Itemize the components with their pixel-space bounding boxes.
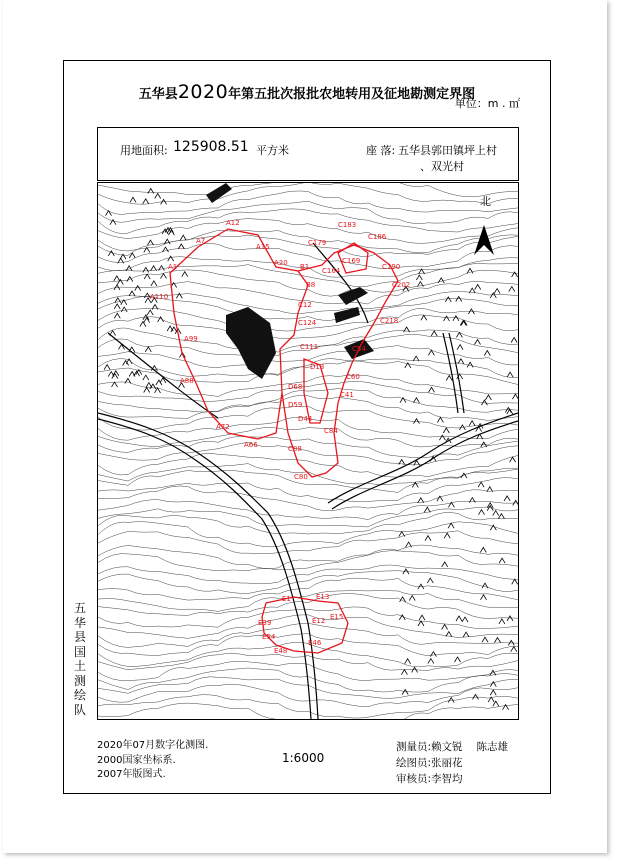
boundary-point-label: B8 <box>306 281 316 289</box>
slope-symbol <box>155 194 161 199</box>
slope-symbol <box>147 310 153 315</box>
slope-symbol <box>419 615 425 620</box>
area-unit: 平方米 <box>256 144 289 157</box>
area-value: 125908.51 <box>173 139 249 155</box>
boundary-point-label: E13 <box>316 593 330 601</box>
vegetation-symbols <box>104 189 518 710</box>
slope-symbol <box>482 637 488 642</box>
boundary-point-label: C183 <box>338 221 357 229</box>
slope-symbol <box>159 266 165 271</box>
side-label-char: 绘 <box>73 688 86 702</box>
boundary-point-label: C12 <box>298 301 312 309</box>
boundary-point-label: C218 <box>380 317 399 325</box>
slope-symbol <box>437 496 443 501</box>
slope-symbol <box>424 507 430 512</box>
boundary-point-label: A7 <box>196 237 206 245</box>
slope-symbol <box>453 316 459 321</box>
slope-symbol <box>511 647 517 652</box>
slope-symbol <box>399 532 405 537</box>
slope-symbol <box>495 638 501 643</box>
checker-row <box>396 771 508 787</box>
map-notes <box>97 739 208 783</box>
checker-label: 审核员: <box>396 773 432 785</box>
slope-symbol <box>130 197 136 202</box>
slope-symbol <box>143 199 149 204</box>
slope-symbol <box>106 211 112 216</box>
slope-symbol <box>444 533 450 538</box>
slope-symbol <box>144 318 150 323</box>
boundary-point-label: C164 <box>322 267 341 275</box>
boundary-point-labels <box>150 219 410 655</box>
boundary-point-label: C80 <box>294 473 308 481</box>
contour-line <box>98 209 518 234</box>
slope-symbol <box>493 511 499 516</box>
slope-symbol <box>504 496 510 501</box>
boundary-point-label: C60 <box>346 373 360 381</box>
slope-symbol <box>463 632 469 637</box>
note-coordinate-system: 2000国家坐标系. <box>97 754 176 766</box>
map-frame <box>63 60 551 794</box>
contour-line <box>98 591 518 612</box>
slope-symbol <box>104 365 110 370</box>
document-page <box>3 0 607 853</box>
slope-symbol <box>400 398 406 403</box>
boundary-point-label: A1 <box>168 263 178 271</box>
slope-symbol <box>112 382 118 387</box>
surveyor-row <box>396 739 508 755</box>
boundary-point-label: C202 <box>392 281 411 289</box>
slope-symbol <box>182 272 188 277</box>
note-map-style: 2007年版图式. <box>97 769 166 780</box>
map-canvas <box>98 183 518 719</box>
slope-symbol <box>480 547 486 552</box>
slope-symbol <box>117 280 123 285</box>
slope-symbol <box>457 345 463 350</box>
slope-symbol <box>462 617 468 622</box>
dark-hill-features <box>206 183 374 379</box>
boundary-point-label: C179 <box>308 239 327 247</box>
slope-symbol <box>499 558 505 563</box>
slope-symbol <box>429 387 435 392</box>
boundary-point-label: E54 <box>262 633 276 641</box>
boundary-point-label: A72 <box>216 423 230 431</box>
slope-symbol <box>499 619 505 624</box>
slope-symbol <box>443 428 449 433</box>
side-label-char: 五 <box>73 601 86 615</box>
slope-symbol <box>115 298 121 303</box>
title-suffix: 年第五批次报批农地转用及征地勘测定界图 <box>228 87 476 102</box>
contour-line <box>98 486 518 511</box>
boundary-point-label: B1 <box>300 263 310 271</box>
slope-symbol <box>143 375 149 380</box>
slope-symbol <box>114 313 120 318</box>
info-box <box>97 127 519 181</box>
slope-symbol <box>114 276 120 281</box>
boundary-point-label: A12 <box>226 219 240 227</box>
survey-map <box>97 182 519 720</box>
slope-symbol <box>161 274 167 279</box>
slope-symbol <box>129 291 135 296</box>
slope-symbol <box>418 621 424 626</box>
slope-symbol <box>180 235 186 240</box>
boundary-point-label: E46 <box>308 639 322 647</box>
slope-symbol <box>144 388 150 393</box>
boundary-point-label: E39 <box>258 619 272 627</box>
slope-symbol <box>145 347 151 352</box>
boundary-point-label: A88 <box>180 377 194 385</box>
north-arrow <box>474 195 494 255</box>
surveyor-label: 测量员: <box>396 741 432 753</box>
boundary-point-label: E1 <box>282 595 291 603</box>
slope-symbol <box>475 340 481 345</box>
boundary-point-label: E48 <box>274 647 288 655</box>
slope-symbol <box>427 578 433 583</box>
slope-symbol <box>140 322 146 327</box>
boundary-point-label: A15 <box>256 243 270 251</box>
slope-symbol <box>475 285 481 290</box>
north-label: 北 <box>480 195 491 208</box>
slope-symbol <box>428 659 434 664</box>
boundary-point-label: D44 <box>298 415 313 423</box>
slope-symbol <box>439 435 445 440</box>
contour-line <box>98 545 518 569</box>
staff-block <box>396 739 508 787</box>
boundary-point-label: D68 <box>288 383 303 391</box>
boundary-point-label: E12 <box>312 617 326 625</box>
boundary-point-label: C169 <box>342 257 361 265</box>
slope-symbol <box>437 417 443 422</box>
boundary-point-label: A99 <box>184 335 198 343</box>
note-survey-date: 2020年07月数字化测图. <box>97 740 209 751</box>
slope-symbol <box>402 690 408 695</box>
contour-line <box>98 703 518 719</box>
slope-symbol <box>406 542 412 547</box>
slope-symbol <box>444 316 450 321</box>
boundary-point-label: D13 <box>310 363 325 371</box>
slope-symbol <box>148 189 154 194</box>
contour-line <box>98 183 518 197</box>
slope-symbol <box>409 596 415 601</box>
title-year: 2020 <box>177 81 229 103</box>
slope-symbol <box>485 395 491 400</box>
slope-symbol <box>413 398 419 403</box>
side-label-char: 土 <box>73 659 86 673</box>
slope-symbol <box>136 370 142 375</box>
checker-name: 李智均 <box>431 773 463 785</box>
slope-symbol <box>129 347 135 352</box>
slope-symbol <box>494 289 500 294</box>
slope-symbol <box>455 657 461 662</box>
slope-symbol <box>129 372 135 377</box>
contour-line <box>98 695 518 718</box>
boundary-point-label: C54 <box>352 345 366 353</box>
slope-symbol <box>445 297 451 302</box>
slope-symbol <box>163 247 169 252</box>
slope-symbol <box>438 278 444 283</box>
slope-symbol <box>126 266 132 271</box>
area-label: 用地面积: <box>120 144 168 157</box>
slope-symbol <box>416 275 422 280</box>
drafter-label: 绘图员: <box>396 757 432 769</box>
boundary-point-label: C84 <box>324 427 338 435</box>
boundary-point-label: C41 <box>340 391 354 399</box>
boundary-point-label: A20 <box>274 259 288 267</box>
slope-symbol <box>512 394 518 399</box>
slope-symbol <box>114 304 120 309</box>
title-prefix: 五华县 <box>138 87 178 102</box>
slope-symbol <box>479 510 485 515</box>
slope-symbol <box>448 523 454 528</box>
boundary-point-label: E15 <box>330 613 344 621</box>
location-line-1: 五华县郭田镇坪上村 <box>398 144 497 157</box>
location-line-2: 、双光村 <box>420 160 464 173</box>
boundary-point-label: A110 <box>150 293 169 301</box>
boundary-point-label: A66 <box>244 441 258 449</box>
side-label-char: 华 <box>73 615 86 630</box>
slope-symbol <box>144 274 150 279</box>
contour-line <box>98 191 518 214</box>
side-label <box>73 601 87 717</box>
slope-symbol <box>135 286 141 291</box>
slope-symbol <box>509 287 515 292</box>
slope-symbol <box>446 376 452 381</box>
slope-symbol <box>456 616 462 621</box>
slope-symbol <box>125 378 131 383</box>
slope-symbol <box>490 293 496 298</box>
slope-symbol <box>458 359 464 364</box>
boundary-point-label: C186 <box>368 233 387 241</box>
boundary-point-label: D59 <box>288 401 303 409</box>
boundary-point-label: C88 <box>288 445 302 453</box>
slope-symbol <box>442 625 448 630</box>
slope-symbol <box>414 419 420 424</box>
slope-symbol <box>151 281 157 286</box>
slope-symbol <box>430 652 436 657</box>
map-scale: 1:6000 <box>282 751 325 765</box>
side-label-char: 国 <box>73 644 86 659</box>
slope-symbol <box>151 266 157 271</box>
slope-symbol <box>484 351 490 356</box>
slope-symbol <box>512 579 518 584</box>
slope-symbol <box>405 363 411 368</box>
side-label-char: 测 <box>73 673 86 688</box>
contour-line <box>98 578 518 600</box>
contour-line <box>98 512 518 534</box>
boundary-point-label: C124 <box>298 319 317 327</box>
slope-symbol <box>498 514 504 519</box>
roads <box>98 243 518 719</box>
side-label-char: 县 <box>73 630 86 644</box>
contour-line <box>98 507 518 527</box>
slope-symbol <box>148 240 154 245</box>
slope-symbol <box>164 239 170 244</box>
slope-symbol <box>478 482 484 487</box>
surveyor-2: 陈志雄 <box>476 741 509 753</box>
slope-symbol <box>481 595 487 600</box>
location-label: 座 落: <box>366 144 396 157</box>
slope-symbol <box>456 332 462 337</box>
boundary-point-label: C190 <box>382 263 401 271</box>
slope-symbol <box>446 632 452 637</box>
slope-symbol <box>143 267 149 272</box>
unit-label: 单位：m . ㎡ <box>454 97 520 110</box>
surveyor-1: 赖文锐 <box>431 741 463 753</box>
contour-line <box>98 464 518 485</box>
slope-symbol <box>511 338 517 343</box>
drafter-name: 张丽花 <box>431 757 463 769</box>
boundary-point-label: C111 <box>300 343 319 351</box>
slope-symbol <box>431 331 437 336</box>
slope-symbol <box>490 682 496 687</box>
slope-symbol <box>442 562 448 567</box>
side-label-char: 队 <box>73 702 86 717</box>
drafter-row <box>396 755 508 771</box>
slope-symbol <box>490 690 496 695</box>
slope-symbol <box>467 268 473 273</box>
slope-symbol <box>469 421 475 426</box>
slope-symbol <box>425 536 431 541</box>
slope-symbol <box>507 616 513 621</box>
slope-symbol <box>482 583 488 588</box>
slope-symbol <box>401 670 407 675</box>
slope-symbol <box>507 372 513 377</box>
north-arrow-icon <box>474 225 494 255</box>
slope-symbol <box>421 315 427 320</box>
slope-symbol <box>413 356 419 361</box>
slope-symbol <box>456 297 462 302</box>
slope-symbol <box>405 659 411 664</box>
slope-symbol <box>510 457 516 462</box>
